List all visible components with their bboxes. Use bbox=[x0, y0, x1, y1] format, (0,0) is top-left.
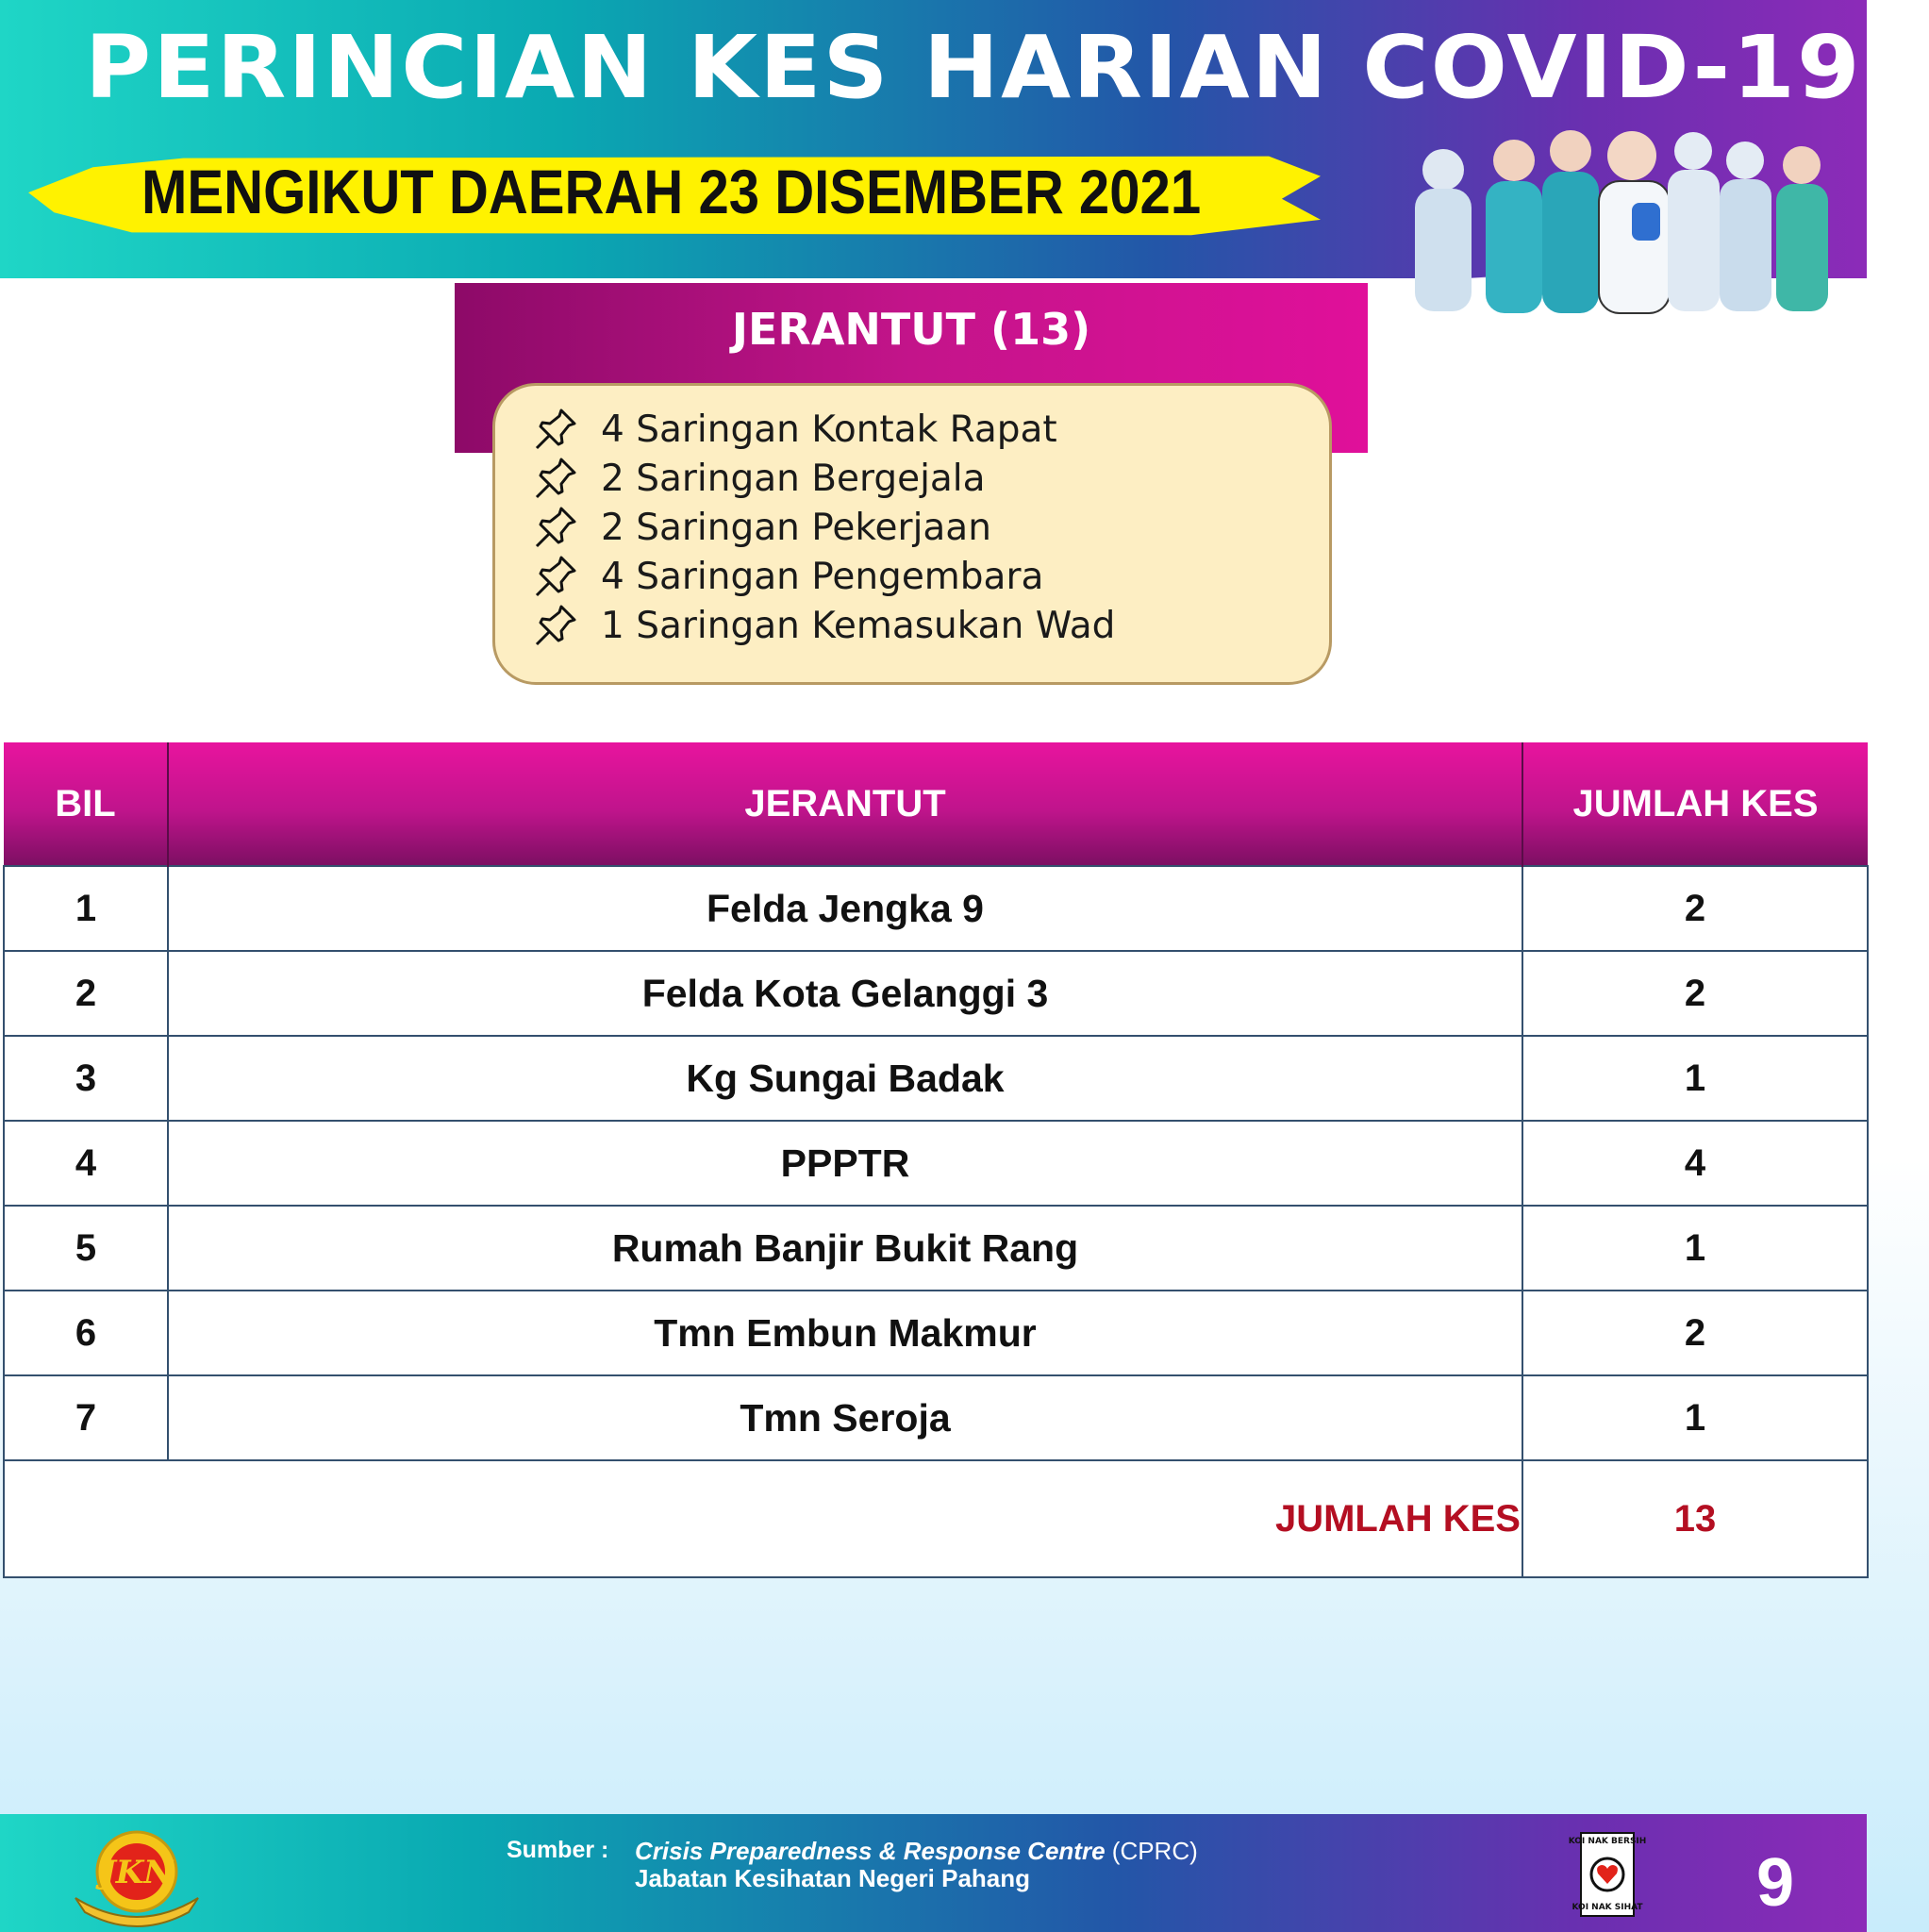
cell-cases: 2 bbox=[1522, 951, 1868, 1036]
source-org bbox=[635, 1837, 1198, 1866]
case-table bbox=[3, 742, 1869, 1578]
cell-cases: 4 bbox=[1522, 1121, 1868, 1206]
koi-nak-sihat-logo bbox=[1568, 1832, 1647, 1917]
screening-text: 4 Saringan Kontak Rapat bbox=[601, 408, 1057, 451]
page-number: 9 bbox=[1756, 1845, 1795, 1921]
cell-bil: 1 bbox=[4, 866, 168, 951]
cell-bil: 7 bbox=[4, 1375, 168, 1460]
cell-bil: 6 bbox=[4, 1291, 168, 1375]
total-label: JUMLAH KES bbox=[4, 1460, 1522, 1577]
jkn-logo-text: JKN bbox=[100, 1854, 174, 1891]
screening-summary-box bbox=[492, 383, 1332, 685]
district-title: JERANTUT (13) bbox=[731, 304, 1091, 355]
cell-location: Felda Jengka 9 bbox=[168, 866, 1522, 951]
list-item bbox=[533, 552, 1115, 601]
total-value: 13 bbox=[1522, 1460, 1868, 1577]
source-org-abbr: (CPRC) bbox=[1111, 1837, 1198, 1865]
list-item bbox=[533, 503, 1115, 552]
cell-cases: 1 bbox=[1522, 1375, 1868, 1460]
list-item bbox=[533, 405, 1115, 454]
list-item bbox=[533, 601, 1115, 650]
table-row bbox=[4, 1206, 1868, 1291]
table-row bbox=[4, 1291, 1868, 1375]
table-header-row bbox=[4, 742, 1868, 866]
page-subtitle: MENGIKUT DAERAH 23 DISEMBER 2021 bbox=[141, 157, 1202, 226]
table-total-row bbox=[4, 1460, 1868, 1577]
koi-bottom-text: KOI NAK SIHAT bbox=[1571, 1903, 1643, 1912]
cell-bil: 5 bbox=[4, 1206, 168, 1291]
cell-location: Kg Sungai Badak bbox=[168, 1036, 1522, 1121]
cell-location: Felda Kota Gelanggi 3 bbox=[168, 951, 1522, 1036]
cell-bil: 3 bbox=[4, 1036, 168, 1121]
cell-cases: 1 bbox=[1522, 1036, 1868, 1121]
jkn-logo bbox=[57, 1823, 217, 1926]
screening-text: 2 Saringan Bergejala bbox=[601, 457, 986, 500]
cell-bil: 2 bbox=[4, 951, 168, 1036]
pushpin-icon bbox=[533, 407, 578, 452]
source-org-name: Crisis Preparedness & Response Centre bbox=[635, 1837, 1106, 1865]
cell-cases: 2 bbox=[1522, 1291, 1868, 1375]
screening-text: 2 Saringan Pekerjaan bbox=[601, 506, 991, 549]
table-row bbox=[4, 1121, 1868, 1206]
source-department: Jabatan Kesihatan Negeri Pahang bbox=[635, 1864, 1031, 1892]
cell-cases: 2 bbox=[1522, 866, 1868, 951]
cell-location: Tmn Embun Makmur bbox=[168, 1291, 1522, 1375]
medical-staff-illustration bbox=[1358, 113, 1868, 316]
pushpin-icon bbox=[533, 554, 578, 599]
page-title: PERINCIAN KES HARIAN COVID-19 bbox=[85, 17, 1862, 118]
cell-cases: 1 bbox=[1522, 1206, 1868, 1291]
list-item bbox=[533, 454, 1115, 503]
cell-location: Tmn Seroja bbox=[168, 1375, 1522, 1460]
pushpin-icon bbox=[533, 603, 578, 648]
source-label: Sumber : bbox=[507, 1837, 609, 1863]
screening-text: 1 Saringan Kemasukan Wad bbox=[601, 604, 1116, 647]
screening-list bbox=[533, 405, 1115, 650]
table-row bbox=[4, 951, 1868, 1036]
table-row bbox=[4, 1375, 1868, 1460]
cell-bil: 4 bbox=[4, 1121, 168, 1206]
pushpin-icon bbox=[533, 505, 578, 550]
screening-text: 4 Saringan Pengembara bbox=[601, 555, 1044, 598]
cell-location: Rumah Banjir Bukit Rang bbox=[168, 1206, 1522, 1291]
cell-location: PPPTR bbox=[168, 1121, 1522, 1206]
pushpin-icon bbox=[533, 456, 578, 501]
column-header-location: JERANTUT bbox=[168, 742, 1522, 866]
koi-top-text: KOI NAK BERSIH bbox=[1568, 1837, 1647, 1846]
table-row bbox=[4, 866, 1868, 951]
table-row bbox=[4, 1036, 1868, 1121]
column-header-cases: JUMLAH KES bbox=[1522, 742, 1868, 866]
column-header-bil: BIL bbox=[4, 742, 168, 866]
